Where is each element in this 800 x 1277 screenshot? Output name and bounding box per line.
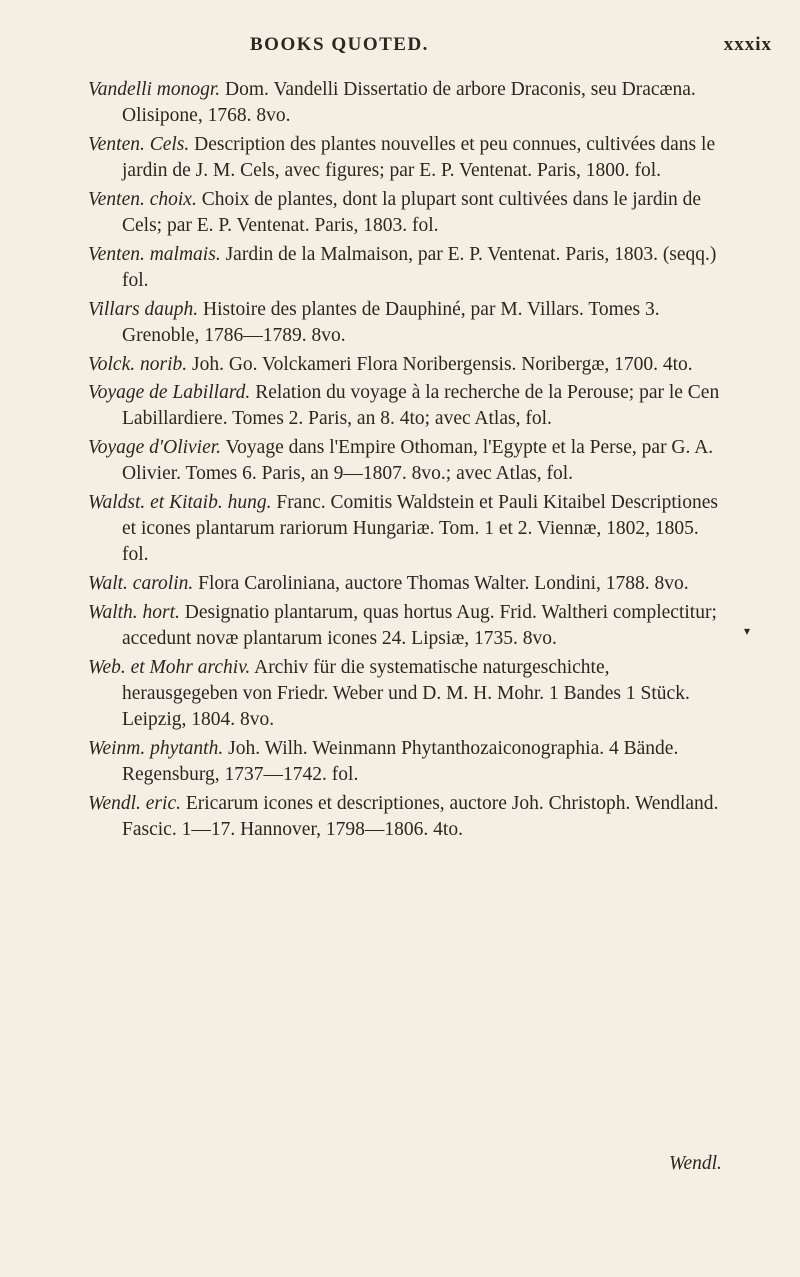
bibliography-entry (88, 77, 728, 129)
bibliography-entry (88, 571, 728, 597)
bibliography-entry (88, 380, 728, 432)
entry-description: Franc. Comitis Waldstein et Pauli Kitaibel Descriptiones et icones plantarum rariorum Hungariæ. Tom. 1 et 2. Viennæ, 1802, 1805. fol. (122, 492, 718, 566)
entry-abbreviation: Vandelli monogr. (88, 79, 221, 100)
catchword: Wendl. (669, 1153, 722, 1174)
entry-description: Archiv für die systematische naturgeschichte, herausgegeben von Friedr. Weber und D. M. H. Mohr. 1 Bandes 1 Stück. Leipzig, 1804. 8vo. (122, 656, 690, 731)
entry-description: Histoire des plantes de Dauphiné, par M. Villars. Tomes 3. Grenoble, 1786—1789. 8vo. (122, 298, 660, 346)
entry-description: Ericarum icones et descriptiones, auctore Joh. Christoph. Wendland. Fascic. 1—17. Hannover, 1798—1806. 4to. (122, 792, 719, 840)
entry-description: Designatio plantarum, quas hortus Aug. Frid. Waltheri complectitur; accedunt novæ plantarum icones 24. Lipsiæ, 1735. 8vo. (122, 601, 717, 650)
entry-description: Jardin de la Malmaison, par E. P. Ventenat. Paris, 1803. (seqq.) fol. (122, 243, 717, 291)
entry-abbreviation: Venten. malmais. (88, 243, 221, 265)
entry-abbreviation: Weinm. phytanth. (88, 737, 224, 759)
bibliography-list (88, 77, 728, 846)
entry-abbreviation: Voyage de Labillard. (88, 382, 251, 404)
bibliography-entry (88, 352, 728, 378)
entry-abbreviation: Venten. Cels. (88, 133, 190, 155)
bibliography-entry (88, 736, 728, 788)
bibliography-entry (88, 490, 728, 569)
margin-mark-icon: ▾ (744, 624, 751, 638)
entry-abbreviation: Villars dauph. (88, 298, 199, 320)
bibliography-entry (88, 242, 728, 294)
page-number: xxxix (723, 34, 772, 55)
entry-description: Dom. Vandelli Dissertatio de arbore Draconis, seu Dracæna. Olisipone, 1768. 8vo. (122, 79, 696, 127)
bibliography-entry (88, 132, 728, 184)
entry-abbreviation: Web. et Mohr archiv. (88, 656, 251, 678)
entry-abbreviation: Wendl. eric. (88, 792, 181, 814)
entry-description: Relation du voyage à la recherche de la Perouse; par le Cen Labillardiere. Tomes 2. Paris, an 8. 4to; avec Atlas, fol. (122, 382, 720, 430)
entry-description: Choix de plantes, dont la plupart sont cultivées dans le jardin de Cels; par E. P. Ventenat. Paris, 1803. fol. (122, 188, 702, 237)
bibliography-entry (88, 187, 728, 239)
entry-description: Joh. Wilh. Weinmann Phytanthozaiconographia. 4 Bände. Regensburg, 1737—1742. fol. (122, 737, 679, 786)
bibliography-entry (88, 600, 728, 652)
bibliography-entry (88, 655, 728, 734)
bibliography-entry (88, 791, 728, 843)
entry-description: Flora Caroliniana, auctore Thomas Walter. Londini, 1788. 8vo. (198, 573, 689, 595)
entry-description: Joh. Go. Volckameri Flora Noribergensis. Noribergæ, 1700. 4to. (191, 353, 693, 375)
entry-description: Voyage dans l'Empire Othoman, l'Egypte et la Perse, par G. A. Olivier. Tomes 6. Paris, an 9—1807. 8vo.; avec Atlas, fol. (122, 437, 714, 485)
entry-description: Description des plantes nouvelles et peu connues, cultivées dans le jardin de J. M. Cels, avec figures; par E. P. Ventenat. Paris, 1800. fol. (122, 133, 716, 182)
bibliography-entry (88, 297, 728, 349)
entry-abbreviation: Walth. hort. (88, 601, 180, 623)
entry-abbreviation: Waldst. et Kitaib. hung. (88, 492, 272, 514)
entry-abbreviation: Voyage d'Olivier. (88, 437, 222, 459)
entry-abbreviation: Venten. choix. (88, 188, 197, 210)
entry-abbreviation: Walt. carolin. (88, 573, 194, 595)
entry-abbreviation: Volck. norib. (88, 353, 188, 375)
running-head: BOOKS QUOTED. (250, 34, 429, 55)
bibliography-entry (88, 435, 728, 487)
page-header (0, 34, 800, 64)
